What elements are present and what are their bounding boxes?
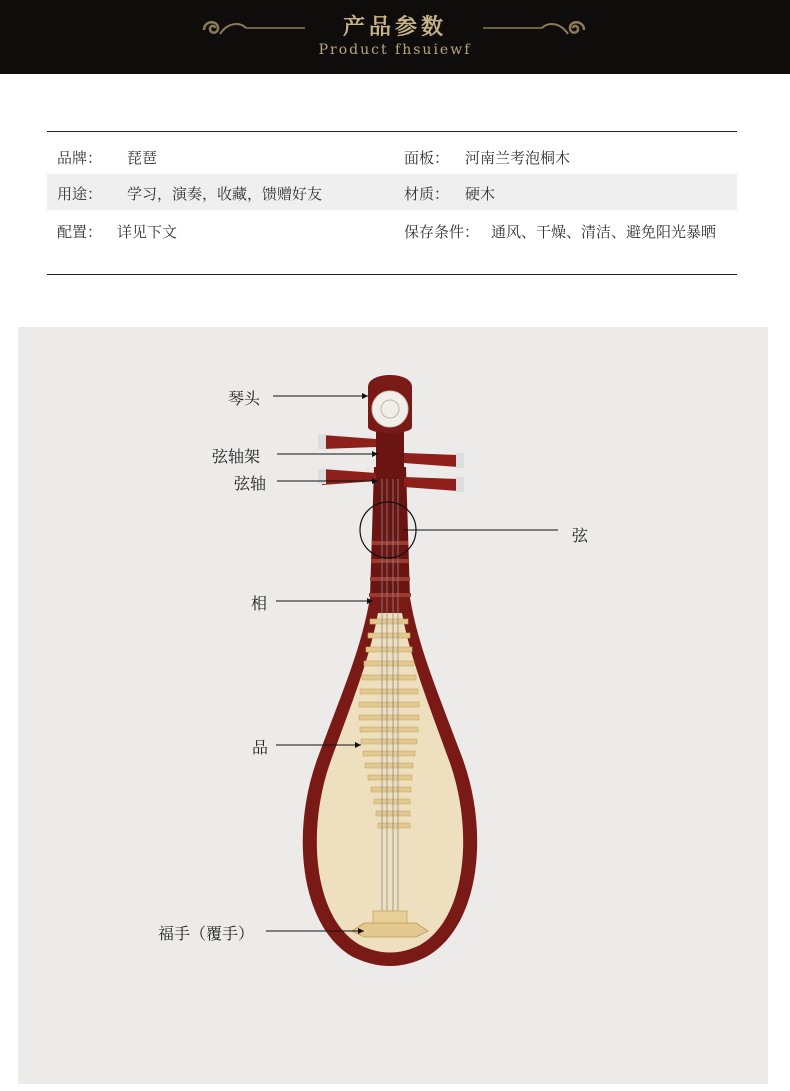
spec-key: 配置： [57,223,103,241]
page-title: 产品参数 [342,14,447,40]
label-head: 琴头 [228,389,261,408]
spec-row [47,138,737,174]
table-bottom-rule [47,274,737,275]
label-xiang: 相 [251,594,268,613]
spec-key: 用途： [57,185,103,203]
spec-value: 硬木 [465,185,496,203]
spec-key: 材质： [404,185,450,203]
spec-value: 通风、干燥、清洁、避免阳光暴晒 [491,223,717,241]
table-top-rule [47,131,737,132]
page-subtitle: Product fhsuiewf [318,42,472,58]
label-pegs: 弦轴 [234,474,267,493]
spec-value: 详见下文 [117,223,178,241]
spec-value: 河南兰考泡桐木 [465,149,571,167]
spec-row [47,212,737,248]
label-strings: 弦 [572,526,589,545]
label-pin: 品 [252,738,269,757]
cloud-ornament-icon [478,14,588,42]
label-bridge: 福手（覆手） [158,924,255,943]
head-ornament [372,391,408,427]
label-peg-box: 弦轴架 [212,447,261,466]
bridge [352,923,428,937]
spec-key: 品牌： [57,149,103,167]
pipa-illustration [18,327,768,1084]
spec-value: 琵琶 [127,149,158,167]
pipa-diagram [18,327,768,1084]
spec-value: 学习，演奏，收藏，馈赠好友 [127,185,323,203]
bridge-top [373,911,407,923]
spec-key: 面板： [404,149,450,167]
spec-key: 保存条件： [404,223,480,241]
spec-row [47,174,737,210]
header-banner [0,0,790,74]
